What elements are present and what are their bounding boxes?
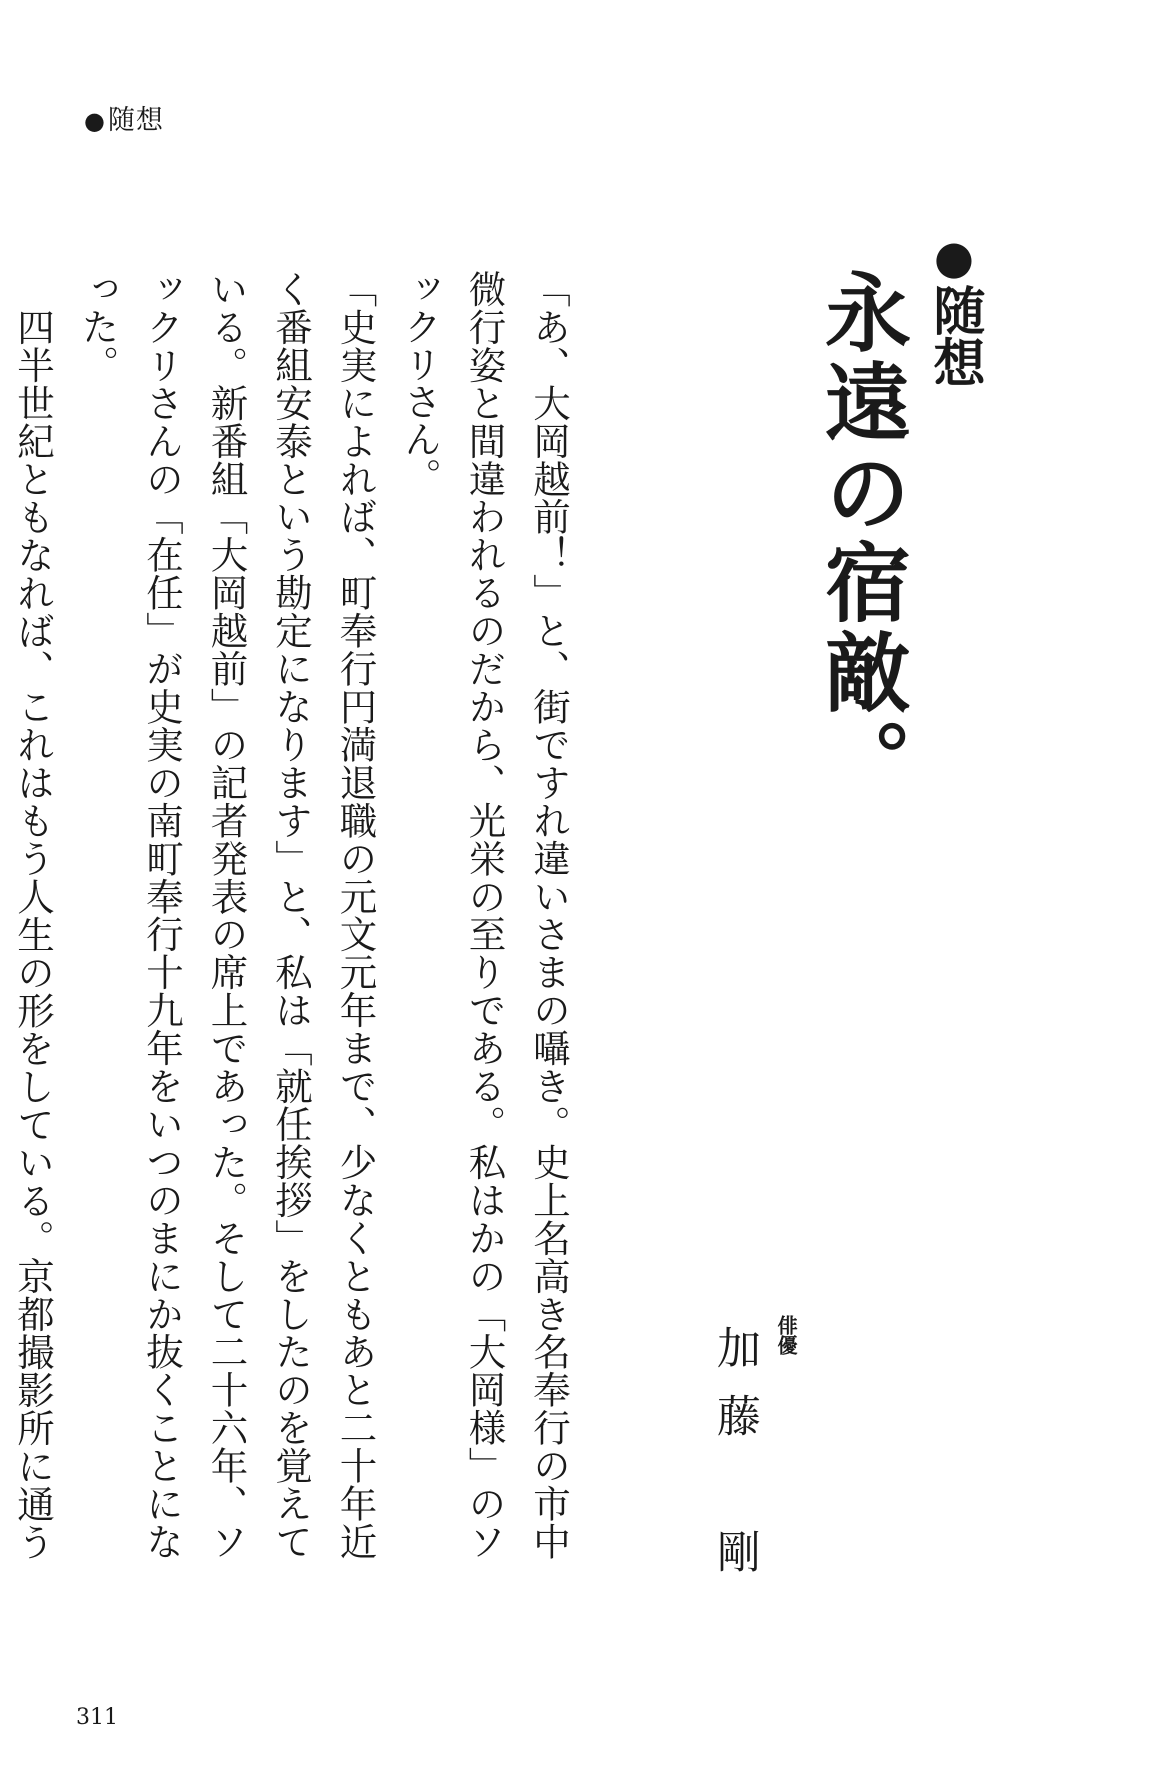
- body-paragraph: 「史実によれば、町奉行円満退職の元文元年まで、少なくともあと二十年近く番組安泰という勘定になります」と、私は「就任挨拶」をしたのを覚えている。新番組「大岡越前」の記者発表の席上であった。そして二十六年、ソックリさんの「在任」が史実の南町奉行十九年をいつのまにか抜くことになった。: [75, 270, 378, 1561]
- essay-title: 永遠の宿敵。: [810, 268, 910, 808]
- bullet-dot-icon: ●: [84, 107, 106, 135]
- body-paragraph: 「あ、大岡越前！」と、街ですれ違いさまの囁き。史上名高き名奉行の市中微行姿と間違われるのだから、光栄の至りである。私はかの「大岡様」のソックリさん。: [398, 270, 571, 1561]
- section-label-text: 随想: [924, 284, 985, 388]
- section-bullet-icon: ●: [927, 230, 981, 284]
- author-role: 俳優: [774, 1315, 798, 1355]
- body-paragraph: 四半世紀ともなれば、これはもう人生の形をしている。京都撮影所に通う: [11, 307, 55, 1560]
- essay-body: [0, 270, 581, 1560]
- author-name: 加藤 剛: [709, 1325, 760, 1597]
- running-header: [84, 98, 164, 137]
- running-header-label: 随想: [107, 105, 164, 136]
- page-number: 311: [76, 1705, 118, 1730]
- section-label: [924, 230, 984, 388]
